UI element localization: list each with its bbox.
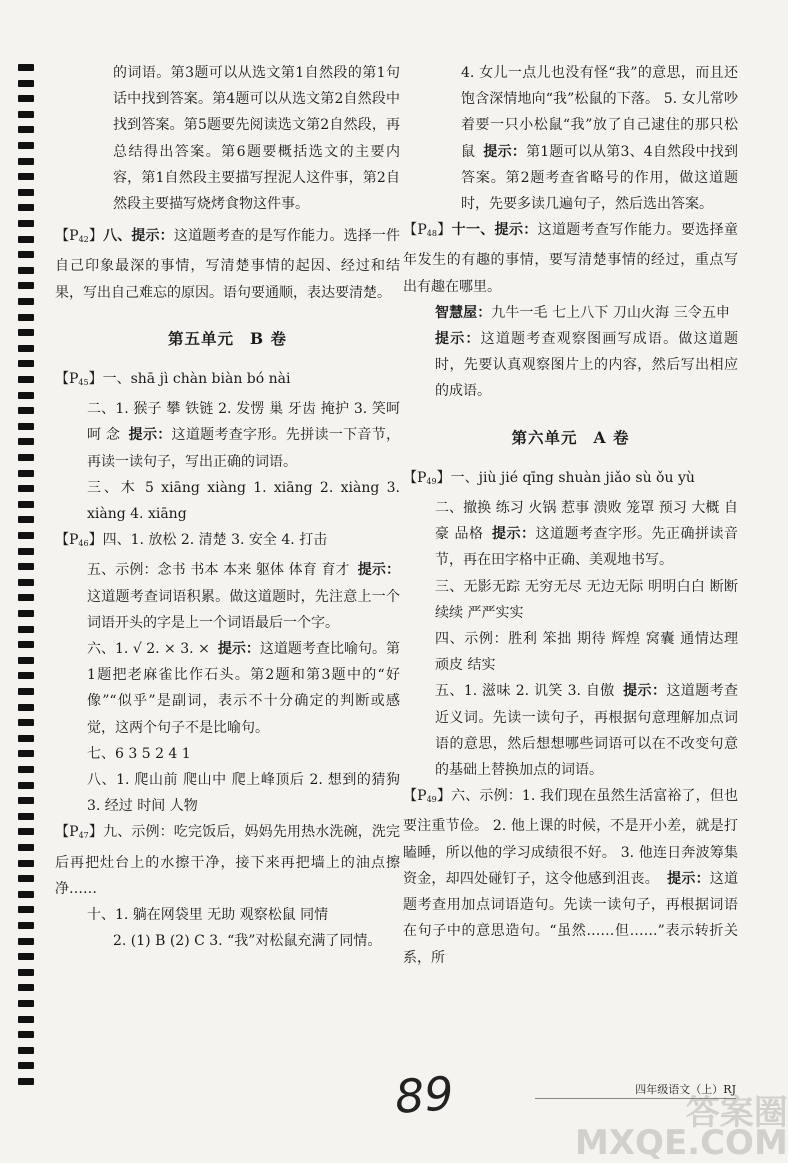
binding-hole [18,298,34,305]
answer-p48: 【$P_{48}$】十一、提示：这道题考查写作能力。要选择童年发生的有趣的事情，要写清楚事情的经过，重点写出有趣在哪里。 [403,222,739,295]
binding-hole [18,516,34,523]
binding-hole [18,719,34,726]
binding-hole [18,95,34,102]
binding-hole [18,251,34,258]
left-paragraph-continued: 的词语。第3题可以从选文第1自然段的第1句话中找到答案。第4题可以从选文第2自然段中找到答案。第5题要先阅读选文第2自然段，再总结得出答案。第6题要概括选文的主要内容，第1自然段主要描写捏泥人这件事，第2自然段主要描写烧烤食物这件事。 [113,65,400,213]
binding-hole [18,626,34,633]
binding-hole [18,360,34,367]
binding-hole [18,938,34,945]
handwritten-page-number: 89 [393,1066,456,1124]
binding-hole [18,984,34,991]
binding-hole [18,563,34,570]
binding-hole [18,797,34,804]
binding-hole [18,657,34,664]
binding-hole [18,641,34,648]
wisdom-house: 智慧屋：九牛一毛 七上八下 刀山火海 三令五申提示：这道题考查观察图画写成语。做这道题时，先要认真观察图片上的内容，然后写出相应的成语。 [435,304,739,400]
binding-hole [18,704,34,711]
page-tag: 【$P_{47}$】 [55,824,104,841]
answer-q10-part1: 十、1. 躺在网袋里 无助 观察松鼠 同情 [87,907,329,924]
binding-hole [18,532,34,539]
binding-hole [18,844,34,851]
binding-hole [18,329,34,336]
binding-hole [18,376,34,383]
answer-q5-right: 五、1. 滋味 2. 讥笑 3. 自傲 提示：这道题考查近义词。先读一读句子，再根据句意理解加点词语的意思，然后想想哪些词语可以在不改变句意的基础上替换加点的词语。 [435,683,739,779]
binding-hole [18,423,34,430]
binding-hole [18,158,34,165]
binding-hole [18,688,34,695]
answer-q2: 二、1. 猴子 攀 铁链 2. 发愣 巢 牙齿 掩护 3. 笑呵呵 念 提示：这道题考查字形。先拼读一下音节，再读一读句子，写出正确的词语。 [87,401,401,470]
binding-hole [18,1062,34,1069]
answer-p49-q6: 【$P_{49}$】六、示例：1. 我们现在虽然生活富裕了，但也要注重节俭。 2. 他上课的时候，不是开小差，就是打瞌睡，所以他的学习成绩很不好。 3. 他连日奔波筹集资金，却四处碰钉子，这令他感到沮丧。 提示：这道题考查用加点词语造句。先读一读句子，再根据词语在句子中的意思造句。“虽然……但……”表示转折关系，所 [403,788,739,966]
binding-hole [18,111,34,118]
answer-q3-right: 三、无影无踪 无穷无尽 无边无际 明明白白 断断续续 严严实实 [435,578,738,621]
page-tag: 【$P_{46}$】 [55,532,103,549]
answer-p42: 【$P_{42}$】八、提示：这道题考查的是写作能力。选择一件自己印象最深的事情，写清楚事情的起因、经过和结果，写出自己难忘的原因。语句要通顺，表达要清楚。 [55,228,401,301]
binding-hole [18,454,34,461]
binding-hole [18,64,34,71]
answer-q5: 五、示例：念书 书本 本来 躯体 体育 育才 提示：这道题考查词语积累。做这道题时，先注意上一个词语开头的字是上一个词语最后一个字。 [87,562,401,631]
watermark-logo: 答案圈 MXQE.COM [575,1093,788,1163]
binding-hole [18,314,34,321]
answer-q3: 三、木 5 xiāng xiàng 1. xiāng 2. xiàng 3. xiàng 4. xiāng [87,479,400,523]
left-column [55,60,400,955]
binding-hole [18,1078,34,1085]
binding-hole [18,594,34,601]
page-tag: 【$P_{48}$】 [403,222,452,239]
binding-hole [18,267,34,274]
page-tag: 【$P_{42}$】 [55,228,104,245]
binding-hole [18,953,34,960]
binding-hole [18,579,34,586]
binding-hole [18,735,34,742]
binding-hole [18,470,34,477]
binding-hole [18,906,34,913]
binding-hole [18,407,34,414]
answer-q6: 六、1. √ 2. × 3. × 提示：这道题考查比喻句。第1题把老麻雀比作石头。第2题和第3题中的“好像”“似乎”是副词，表示不十分确定的判断或感觉，这两个句子不是比喻句。 [87,641,401,736]
unit-heading-5: 第五单元 B 卷 [167,328,287,348]
answer-q7: 七、6 3 5 2 4 1 [87,745,191,762]
page-tag: 【$P_{49}$】 [403,788,452,805]
binding-hole [18,204,34,211]
binding-hole [18,501,34,508]
binding-hole [18,1016,34,1023]
page-tag: 【$P_{49}$】 [403,469,451,486]
binding-hole [18,875,34,882]
binding-hole [18,1031,34,1038]
footer-book-title: 四年级语文（上）RJ [635,1083,736,1096]
binding-hole [18,220,34,227]
right-paragraph-continued: 4. 女儿一点儿也没有怪“我”的意思，而且还饱含深情地向“我”松鼠的下落。 5. 女儿常吵着要一只小松鼠“我”放了自己逮住的那只松鼠 提示：第1题可以从第3、4自然段中找到答案。第2题考查省略号的作用，做这道题时，先要多读几遍句子，然后选出答案。 [461,65,738,213]
binding-hole [18,969,34,976]
binding-hole [18,922,34,929]
answer-q8: 八、1. 爬山前 爬山中 爬上峰顶后 2. 想到的猜狗 3. 经过 时间 人物 [87,772,400,815]
answer-q4-right: 四、示例：胜利 笨拙 期待 辉煌 窝囊 通情达理 顽皮 结实 [435,631,738,674]
page-tag: 【$P_{45}$】 [55,371,103,388]
binding-hole [18,282,34,289]
binding-hole [18,392,34,399]
right-column [403,60,738,971]
binding-hole [18,891,34,898]
binding-holes [0,0,30,1138]
unit-heading-6: 第六单元 A 卷 [511,427,630,447]
binding-hole [18,782,34,789]
answer-q10-part2: 2. (1) B (2) C 3. “我”对松鼠充满了同情。 [113,933,382,950]
binding-hole [18,828,34,835]
binding-hole [18,1047,34,1054]
binding-hole [18,485,34,492]
binding-hole [18,813,34,820]
binding-hole [18,750,34,757]
binding-hole [18,672,34,679]
binding-hole [18,1000,34,1007]
binding-hole [18,610,34,617]
answer-q2-right: 二、撤换 练习 火锅 惹事 溃败 笼罩 预习 大概 自豪 品格 提示：这道题考查字形。先正确拼读音节，再在田字格中正确、美观地书写。 [435,500,739,569]
binding-hole [18,80,34,87]
answer-p49-q1: 【$P_{49}$】一、jiù jié qīng shuàn jiǎo sù ǒu yù [403,469,695,486]
binding-hole [18,766,34,773]
binding-hole [18,860,34,867]
binding-hole [18,548,34,555]
binding-hole [18,438,34,445]
answer-p45-q1: 【$P_{45}$】一、shā jì chàn biàn bó nài [55,371,291,388]
binding-hole [18,142,34,149]
binding-hole [18,126,34,133]
binding-hole [18,173,34,180]
binding-hole [18,236,34,243]
binding-hole [18,189,34,196]
answer-p47-q9: 【$P_{47}$】九、示例：吃完饭后，妈妈先用热水洗碗，洗完后再把灶台上的水擦干净，接下来再把墙上的油点擦净…… [55,824,401,897]
answer-p46-q4: 【$P_{46}$】四、1. 放松 2. 清楚 3. 安全 4. 打击 [55,532,328,549]
binding-hole [18,345,34,352]
